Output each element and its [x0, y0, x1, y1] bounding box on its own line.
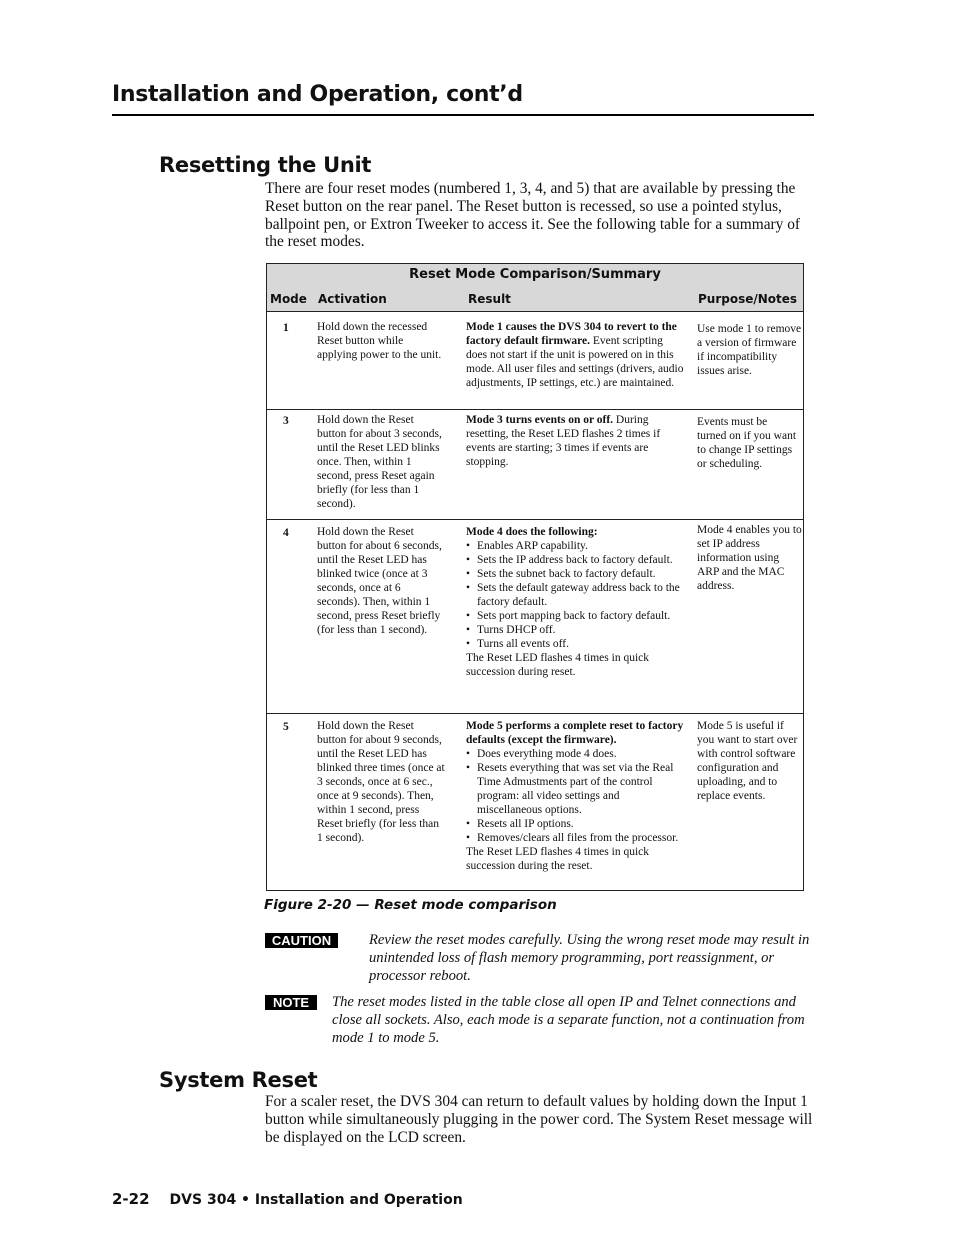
row-result-tail: The Reset LED flashes 4 times in quick succession during reset. — [466, 652, 650, 678]
list-item: • Sets the subnet back to factory default. — [466, 567, 684, 581]
row-result-text: During resetting, the Reset LED flashes 2 times if events are starting; 3 times if events are stopping. — [466, 414, 661, 468]
row-result-heading: Mode 5 performs a complete reset to factory defaults (except the firmware). — [466, 720, 684, 746]
column-header-result: Result — [468, 292, 511, 306]
list-item: • Resets all IP options. — [466, 817, 684, 831]
note-text: The reset modes listed in the table close all open IP and Telnet connections and close all sockets. Also, each mode is a separate function, not a continuation from mode 1 to mode 5. — [332, 994, 805, 1046]
row-mode-number: 1 — [283, 322, 289, 334]
section-title-system-reset: System Reset — [159, 1068, 318, 1092]
row-result-heading: Mode 4 does the following: — [466, 526, 598, 538]
row-mode-number: 3 — [283, 415, 289, 427]
list-item: • Does everything mode 4 does. — [466, 747, 684, 761]
column-header-mode: Mode — [270, 292, 307, 306]
row-activation: Hold down the Reset button for about 3 seconds, until the Reset LED blinks once. Then, within 1 second, press Reset again briefly (for less than 1 second). — [317, 414, 442, 510]
page-footer — [112, 1190, 463, 1208]
table-caption: Reset Mode Comparison/Summary — [409, 267, 661, 282]
row-divider — [267, 409, 803, 410]
figure-caption: Figure 2-20 — Reset mode comparison — [264, 897, 557, 913]
list-item: • Sets port mapping back to factory default. — [466, 609, 684, 623]
list-item: • Sets the IP address back to factory default. — [466, 553, 684, 567]
row-activation: Hold down the Reset button for about 6 seconds, until the Reset LED has blinked twice (once at 3 seconds, once at 6 seconds). Then, within 1 second, press Reset briefly (for less than 1 second). — [317, 526, 442, 636]
list-item: • Turns all events off. — [466, 637, 684, 651]
reset-mode-table — [266, 263, 804, 891]
row-result — [466, 320, 684, 390]
caution-badge: CAUTION — [265, 933, 338, 948]
row-result — [466, 413, 684, 469]
section-paragraph-resetting: There are four reset modes (numbered 1, 3, 4, and 5) that are available by pressing the Reset button on the rear panel. The Reset button is recessed, so use a pointed stylus, ballpoint pen, or Extron Tweeker to access it. See the following table for a summary of the reset modes. — [265, 180, 801, 251]
row-divider — [267, 713, 803, 714]
row-activation: Hold down the recessed Reset button while applying power to the unit. — [317, 321, 442, 361]
row-result-heading: Mode 1 causes the DVS 304 to revert to the factory default firmware. — [466, 321, 677, 347]
footer-text: DVS 304 • Installation and Operation — [169, 1192, 463, 1208]
list-item: • Enables ARP capability. — [466, 539, 684, 553]
row-notes: Mode 4 enables you to set IP address information using ARP and the MAC address. — [697, 524, 802, 592]
list-item: • Resets everything that was set via the Real Time Admustments part of the control program: all video settings and miscellaneous options. — [466, 761, 684, 817]
list-item: • Removes/clears all files from the processor. — [466, 831, 684, 845]
note-badge: NOTE — [265, 995, 317, 1010]
row-result — [466, 719, 684, 873]
row-notes: Mode 5 is useful if you want to start over with control software configuration and uploading, and to replace events. — [697, 720, 798, 802]
table-caption-bar — [267, 264, 803, 289]
column-header-notes: Purpose/Notes — [698, 292, 798, 306]
list-item: • Turns DHCP off. — [466, 623, 684, 637]
row-mode-number: 5 — [283, 721, 289, 733]
row-activation: Hold down the Reset button for about 9 seconds, until the Reset LED has blinked three times (once at 3 seconds, once at 6 sec., once at 9 seconds). Then, within 1 second, press Reset briefly (for less than 1 second). — [317, 720, 445, 844]
section-title-resetting: Resetting the Unit — [159, 153, 372, 177]
page-header-title: Installation and Operation, cont’d — [112, 82, 523, 107]
row-notes: Events must be turned on if you want to change IP settings or scheduling. — [697, 416, 797, 470]
row-divider — [267, 519, 803, 520]
row-result-tail: The Reset LED flashes 4 times in quick succession during the reset. — [466, 846, 650, 872]
row-result — [466, 525, 684, 679]
column-header-activation: Activation — [318, 292, 387, 306]
caution-text: Review the reset modes carefully. Using the wrong reset mode may result in unintended loss of flash memory programming, port reassignment, or processor reboot. — [369, 932, 810, 984]
row-notes: Use mode 1 to remove a version of firmware if incompatibility issues arise. — [697, 323, 802, 377]
row-mode-number: 4 — [283, 527, 289, 539]
row-result-text: Event scripting does not start if the unit is powered on in this mode. All user files and settings (drivers, audio adjustments, IP settings, etc.) are maintained. — [466, 335, 684, 389]
row-result-heading: Mode 3 turns events on or off. — [466, 414, 614, 426]
list-item: • Sets the default gateway address back to the factory default. — [466, 581, 684, 609]
section-paragraph-system-reset: For a scaler reset, the DVS 304 can return to default values by holding down the Input 1 button while simultaneously plugging in the power cord. The System Reset message will be displayed on the LCD screen. — [265, 1093, 813, 1146]
table-header-row — [267, 288, 803, 312]
header-rule — [112, 114, 814, 116]
page-number: 2-22 — [112, 1190, 150, 1208]
